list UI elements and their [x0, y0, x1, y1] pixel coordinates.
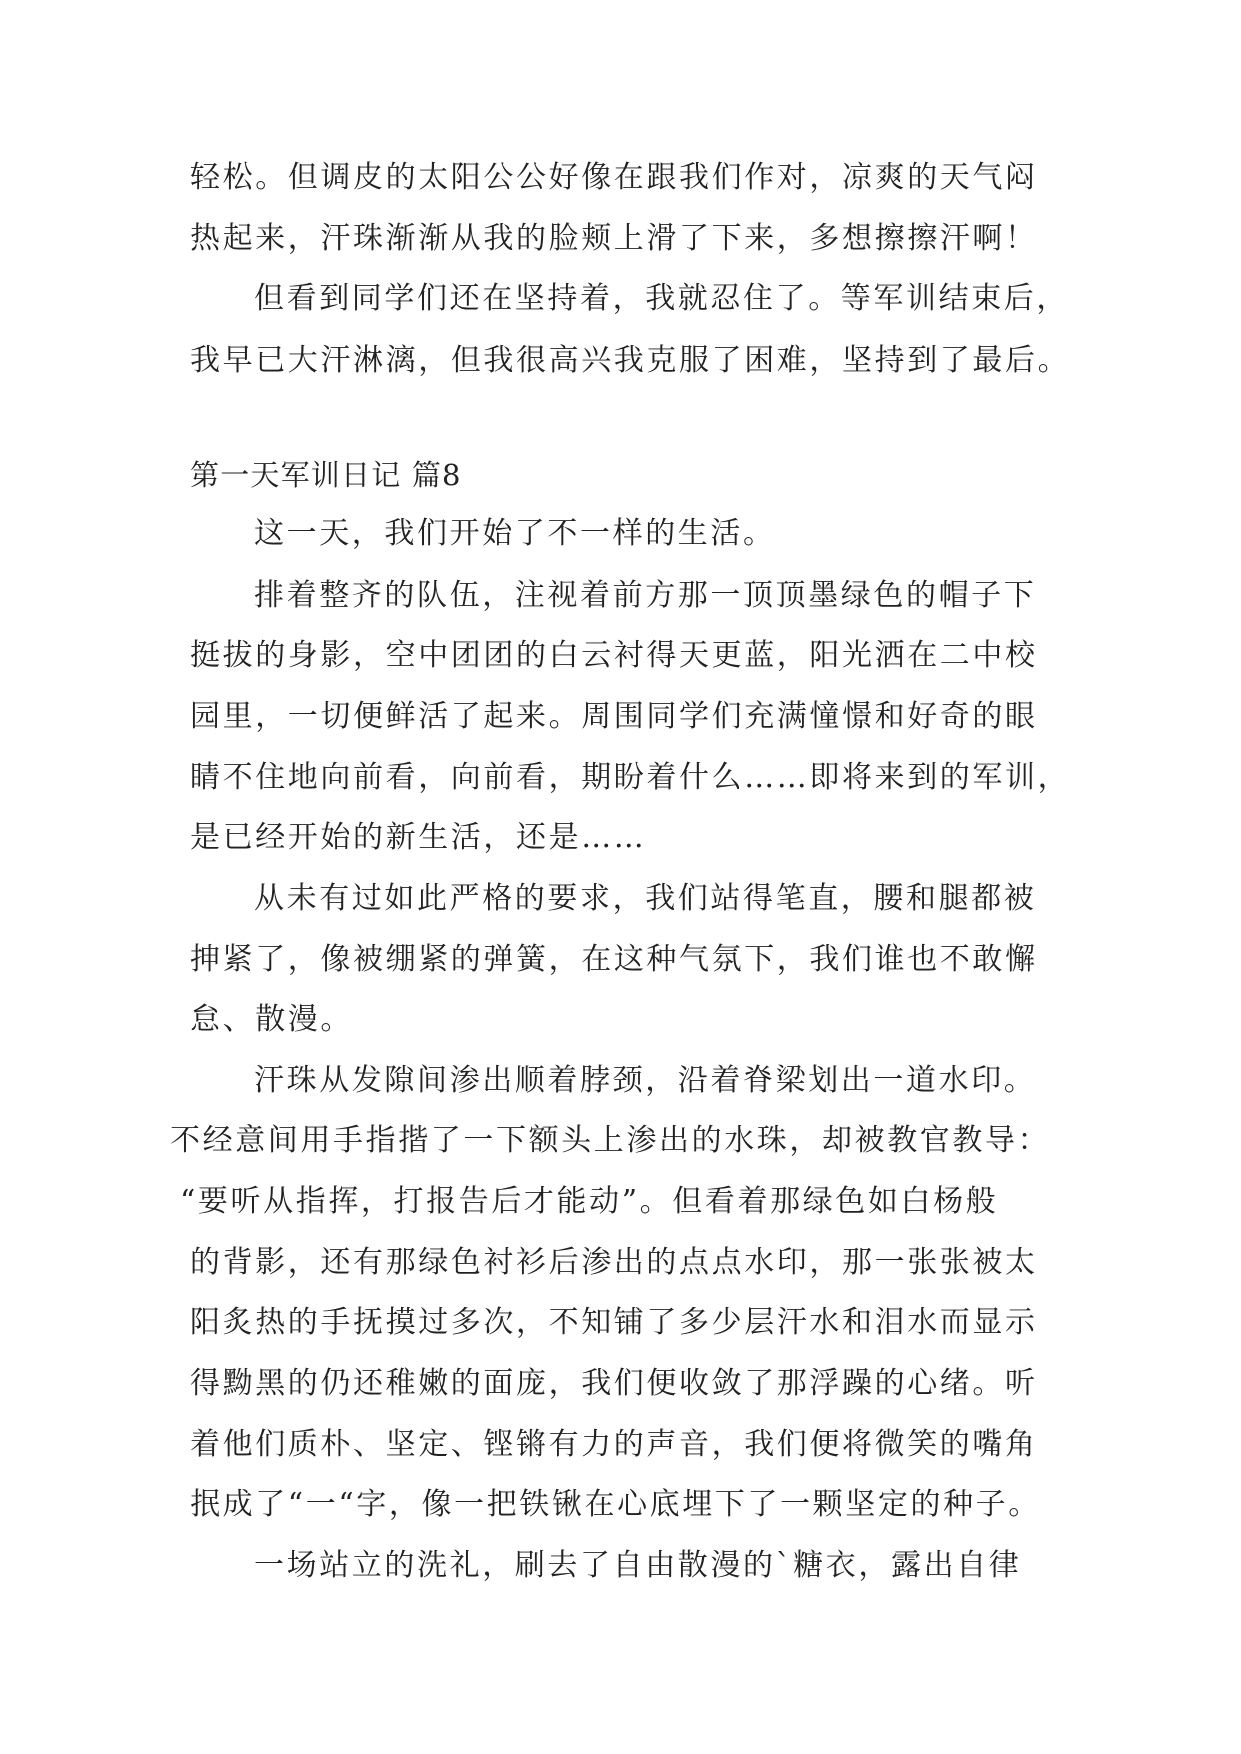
- text-line: 园里，一切便鲜活了起来。周围同学们充满憧憬和好奇的眼: [190, 699, 1038, 734]
- text-line: 汗珠从发隙间渗出顺着脖颈，沿着脊梁划出一道水印。: [254, 1063, 1037, 1098]
- text-line: 轻松。但调皮的太阳公公好像在跟我们作对，凉爽的天气闷: [190, 160, 1038, 195]
- text-line: 排着整齐的队伍，注视着前方那一顶顶墨绿色的帽子下: [254, 578, 1037, 613]
- text-line: “要听从指挥，打报告后才能动”。但看着那绿色如白杨般: [180, 1184, 999, 1219]
- text-line: 睛不住地向前看，向前看，期盼着什么……即将来到的军训，: [190, 760, 1071, 795]
- text-line: 但看到同学们还在坚持着，我就忍住了。等军训结束后，: [254, 281, 1069, 316]
- text-line: 着他们质朴、坚定、铿锵有力的声音，我们便将微笑的嘴角: [190, 1427, 1038, 1462]
- text-line: 不经意间用手指揩了一下额头上渗出的水珠，却被教官教导：: [170, 1123, 1051, 1158]
- text-line: 从未有过如此严格的要求，我们站得笔直，腰和腿都被: [254, 881, 1037, 916]
- text-line: 抻紧了，像被绷紧的弹簧，在这种气氛下，我们谁也不敢懈: [190, 942, 1038, 977]
- text-line: 得黝黑的仍还稚嫩的面庞，我们便收敛了那浮躁的心绪。听: [190, 1366, 1038, 1401]
- text-line: 一场站立的洗礼，刷去了自由散漫的`糖衣，露出自律: [254, 1548, 1022, 1583]
- text-line: 是已经开始的新生活，还是……: [190, 820, 647, 855]
- text-line: 的背影，还有那绿色衬衫后渗出的点点水印，那一张张被太: [190, 1245, 1038, 1280]
- text-line: 挺拔的身影，空中团团的白云衬得天更蓝，阳光洒在二中校: [190, 638, 1038, 673]
- text-line: 怠、散漫。: [190, 1002, 353, 1037]
- text-line: 我早已大汗淋漓，但我很高兴我克服了困难，坚持到了最后。: [190, 343, 1071, 378]
- section-heading: 第一天军训日记 篇8: [190, 458, 462, 492]
- text-line: 抿成了“一“字，像一把铁锹在心底埋下了一颗坚定的种子。: [190, 1487, 1041, 1522]
- text-line: 阳炙热的手抚摸过多次，不知铺了多少层汗水和泪水而显示: [190, 1305, 1038, 1340]
- text-line: 这一天，我们开始了不一样的生活。: [254, 516, 776, 551]
- text-line: 热起来，汗珠渐渐从我的脸颊上滑了下来，多想擦擦汗啊！: [190, 221, 1038, 256]
